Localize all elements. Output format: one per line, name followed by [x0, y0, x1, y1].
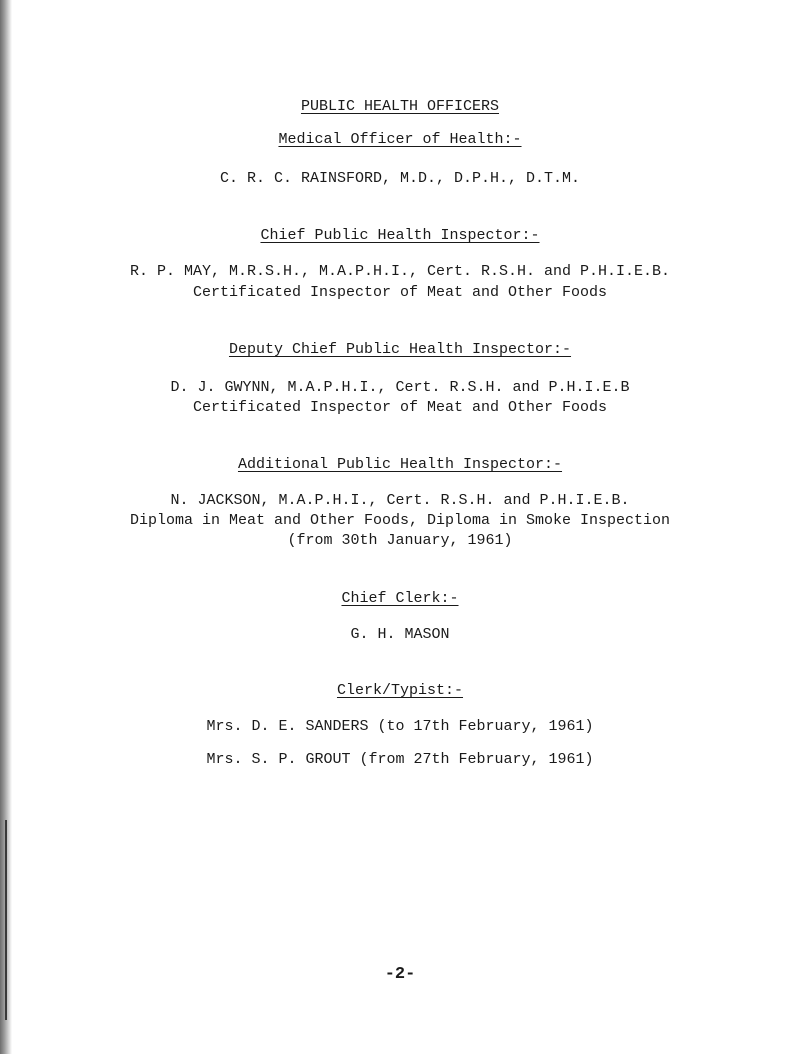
section-heading-clerk-typist: Clerk/Typist:- [336, 682, 464, 699]
section-heading-medical-officer: Medical Officer of Health:- [278, 131, 522, 148]
medical-officer-name: C. R. C. RAINSFORD, M.D., D.P.H., D.T.M. [219, 170, 581, 187]
section-heading-chief-inspector: Chief Public Health Inspector:- [260, 227, 540, 244]
scan-margin-line [5, 820, 7, 1020]
chief-inspector-qualification: Certificated Inspector of Meat and Other Foods [192, 284, 608, 301]
additional-inspector-name: N. JACKSON, M.A.P.H.I., Cert. R.S.H. and P.H.I.E.B. [170, 492, 630, 509]
chief-clerk-name: G. H. MASON [350, 626, 450, 643]
section-heading-additional-inspector: Additional Public Health Inspector:- [237, 456, 563, 473]
page-number: -2- [384, 965, 416, 984]
deputy-chief-inspector-qualification: Certificated Inspector of Meat and Other Foods [192, 399, 608, 416]
chief-inspector-name: R. P. MAY, M.R.S.H., M.A.P.H.I., Cert. R.S.H. and P.H.I.E.B. [129, 263, 671, 280]
section-heading-chief-clerk: Chief Clerk:- [341, 590, 459, 607]
additional-inspector-date: (from 30th January, 1961) [287, 532, 513, 549]
section-heading-deputy-chief-inspector: Deputy Chief Public Health Inspector:- [228, 341, 572, 358]
clerk-typist-entry-2: Mrs. S. P. GROUT (from 27th February, 1961) [206, 751, 594, 768]
deputy-chief-inspector-name: D. J. GWYNN, M.A.P.H.I., Cert. R.S.H. and P.H.I.E.B [170, 379, 630, 396]
clerk-typist-entry-1: Mrs. D. E. SANDERS (to 17th February, 1961) [206, 718, 594, 735]
additional-inspector-qualification: Diploma in Meat and Other Foods, Diploma in Smoke Inspection [129, 512, 671, 529]
document-title: PUBLIC HEALTH OFFICERS [300, 98, 500, 115]
